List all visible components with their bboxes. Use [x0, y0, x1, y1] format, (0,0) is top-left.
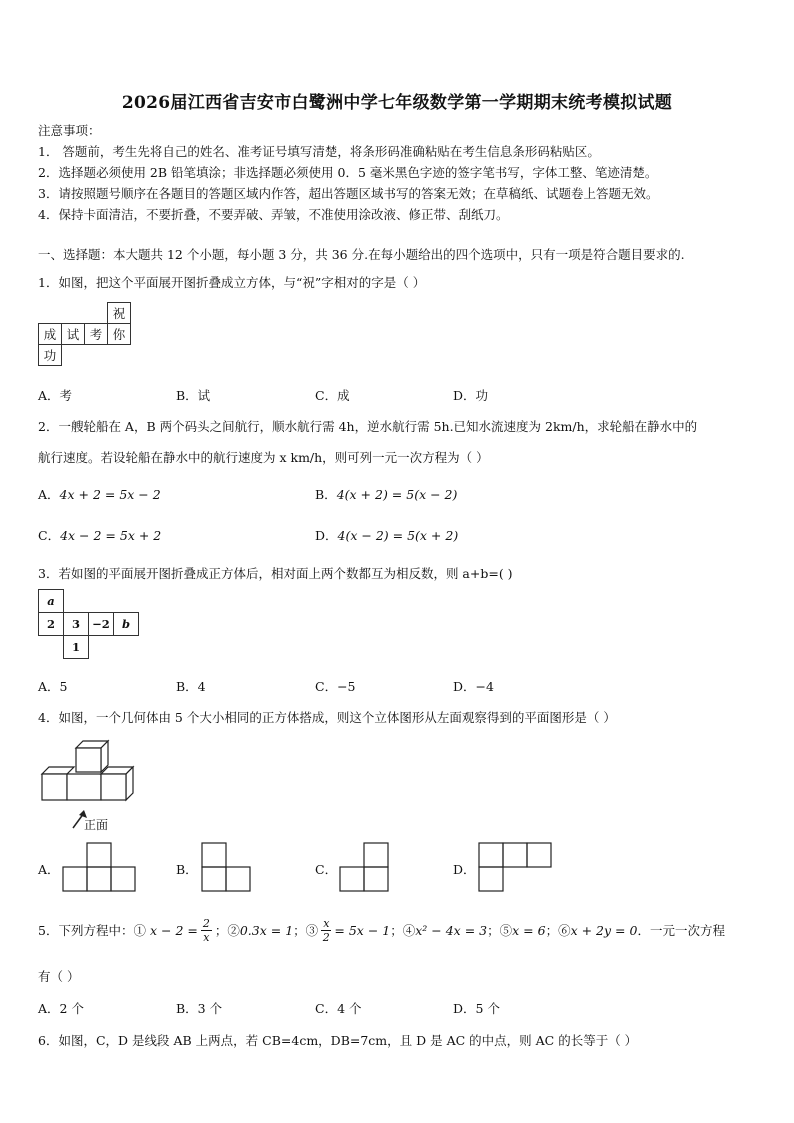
q5-option-b[interactable]: B．3 个	[176, 1001, 223, 1016]
q4-option-b-figure	[202, 842, 257, 892]
q1-cell-top: 祝	[108, 303, 131, 324]
q5-eq5: x = 6	[512, 922, 546, 938]
q1-cell-bottom: 功	[39, 345, 62, 366]
q5-eq6: x + 2y = 0	[570, 922, 638, 938]
q5-option-c[interactable]: C．4 个	[315, 1001, 362, 1016]
q4-option-c[interactable]	[315, 860, 337, 878]
q4-option-d-figure	[479, 842, 554, 892]
option-label: D．	[315, 528, 338, 543]
option-label: C．	[38, 528, 61, 543]
q3-option-c[interactable]: C．−5	[315, 679, 356, 694]
q1-option-b[interactable]: B．试	[176, 388, 211, 403]
q4-option-b[interactable]	[176, 860, 198, 878]
q5-eq4: x² − 4x = 3	[415, 922, 488, 938]
option-expr: 4x − 2 = 5x + 2	[60, 528, 162, 543]
q5-stem-line2: 有（ ）	[38, 969, 80, 984]
notice-heading: 注意事项：	[38, 123, 101, 138]
fraction-denominator: x	[203, 930, 210, 944]
q5-eq1-fraction	[201, 917, 212, 944]
q5-sep: ；④	[390, 923, 416, 938]
q1-cell: 试	[62, 324, 85, 345]
fraction-numerator: x	[323, 916, 330, 930]
q2-option-a[interactable]	[38, 485, 161, 503]
notice-item-1: 1． 答题前，考生先将自己的姓名、准考证号填写清楚，将条形码准确粘贴在考生信息条形码粘贴区。	[38, 144, 600, 159]
q5-option-a[interactable]: A．2 个	[38, 1001, 84, 1016]
notice-item-3: 3．请按照题号顺序在各题目的答题区域内作答，超出答题区域书写的答案无效；在草稿纸、试题卷上答题无效。	[38, 186, 659, 201]
option-label: B．	[176, 862, 198, 877]
q4-option-c-figure	[340, 842, 395, 892]
q5-sep: ；②	[214, 923, 240, 938]
q3-cell: 2	[39, 613, 64, 636]
q3-cell-bottom: 1	[64, 636, 89, 659]
q1-option-d[interactable]: D．功	[453, 388, 489, 403]
option-label: B．	[315, 487, 337, 502]
q3-stem: 3．若如图的平面展开图折叠成正方体后，相对面上两个数都互为相反数，则 a+b=( )	[38, 566, 513, 581]
q1-option-c[interactable]: C．成	[315, 388, 350, 403]
q4-option-d[interactable]	[453, 860, 476, 878]
option-expr: 4x + 2 = 5x − 2	[59, 487, 161, 502]
q3-option-b[interactable]: B．4	[176, 679, 206, 694]
q3-option-d[interactable]: D．−4	[453, 679, 494, 694]
q5-sep: ；③	[293, 923, 319, 938]
q4-front-label: 正面	[84, 818, 109, 832]
q4-option-a[interactable]	[38, 860, 60, 878]
q5-eq1-left: x − 2 =	[149, 922, 198, 938]
q3-option-a[interactable]: A．5	[38, 679, 68, 694]
fraction-numerator: 2	[202, 916, 210, 930]
q3-cube-net	[38, 589, 139, 659]
q3-cell: b	[114, 613, 139, 636]
option-label: A．	[38, 862, 60, 877]
q3-cell-top: a	[39, 590, 64, 613]
q6-stem: 6．如图，C，D 是线段 AB 上两点，若 CB=4cm，DB=7cm，且 D 是 AC 的中点，则 AC 的长等于（ ）	[38, 1033, 638, 1048]
q5-stem	[38, 913, 725, 947]
option-expr: 4(x − 2) = 5(x + 2)	[337, 528, 459, 543]
q1-stem: 1．如图，把这个平面展开图折叠成立方体，与“祝”字相对的字是（ ）	[38, 275, 426, 290]
option-expr: 4(x + 2) = 5(x − 2)	[336, 487, 458, 502]
q1-cell: 成	[39, 324, 62, 345]
q1-option-a[interactable]: A．考	[38, 388, 73, 403]
notice-item-2: 2．选择题必须使用 2B 铅笔填涂；非选择题必须使用 0．5 毫米黑色字迹的签字笔书写，字体工整、笔迹清楚。	[38, 165, 658, 180]
q5-eq3-fraction	[321, 917, 331, 944]
q5-eq2: 0.3x = 1	[239, 922, 294, 938]
q2-option-d[interactable]	[315, 526, 458, 544]
q2-option-c[interactable]	[38, 526, 161, 544]
notice-item-4: 4．保持卡面清洁，不要折叠，不要弄破、弄皱，不准使用涂改液、修正带、刮纸刀。	[38, 207, 509, 222]
q3-cell: −2	[89, 613, 114, 636]
fraction-denominator: 2	[322, 930, 330, 944]
q2-stem-line1: 2．一艘轮船在 A，B 两个码头之间航行，顺水航行需 4h，逆水航行需 5h.已知水流速度为 2km/h，求轮船在静水中的	[38, 419, 698, 434]
q4-option-a-figure	[63, 842, 138, 892]
q4-stem: 4．如图，一个几何体由 5 个大小相同的正方体搭成，则这个立体图形从左面观察得到的平面图形是（ ）	[38, 710, 616, 725]
q5-eq3-right: = 5x − 1	[334, 922, 391, 938]
q1-cube-net	[38, 302, 131, 366]
q5-prefix: 5．下列方程中：①	[38, 923, 146, 938]
q1-cell: 考	[85, 324, 108, 345]
q5-suffix: ．一元一次方程	[637, 923, 725, 938]
q5-sep: ；⑤	[487, 923, 513, 938]
q2-stem-line2: 航行速度。若设轮船在静水中的航行速度为 x km/h，则可列一元一次方程为（ ）	[38, 450, 489, 465]
option-label: D．	[453, 862, 476, 877]
section-heading: 一、选择题：本大题共 12 个小题，每小题 3 分，共 36 分.在每小题给出的四个选项中，只有一项是符合题目要求的.	[38, 247, 685, 262]
page-title: 2026届江西省吉安市白鹭洲中学七年级数学第一学期期末统考模拟试题	[121, 93, 673, 113]
q3-cell: 3	[64, 613, 89, 636]
option-label: A．	[38, 487, 60, 502]
q5-sep: ；⑥	[545, 923, 571, 938]
option-label: C．	[315, 862, 338, 877]
q5-option-d[interactable]: D．5 个	[453, 1001, 500, 1016]
q1-cell: 你	[108, 324, 131, 345]
q2-option-b[interactable]	[315, 485, 457, 503]
